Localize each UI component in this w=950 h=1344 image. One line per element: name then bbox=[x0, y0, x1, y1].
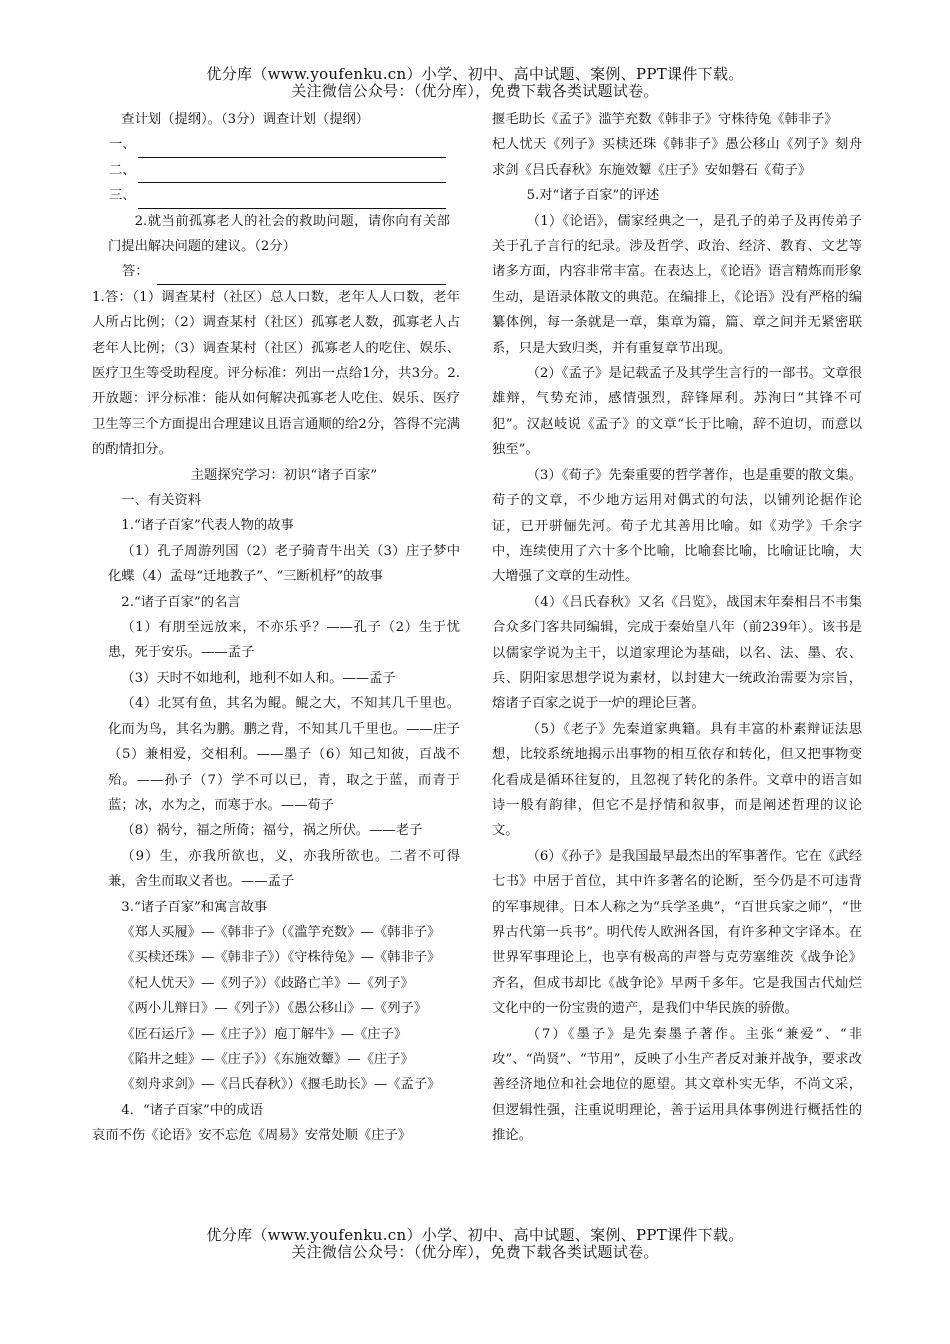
blank-label-3: 三、 bbox=[109, 188, 136, 204]
quote-9: （9）生，亦我所欲也，义，亦我所欲也。二者不可得兼，舍生而取义者也。——孟子 bbox=[108, 848, 460, 890]
quote-1-2: （1）有朋至远放来，不亦乐乎？——孔子（2）生于忧患，死于安乐。——孟子 bbox=[108, 620, 460, 661]
fable-line-4: 《两小儿辩日》—《列子》）《愚公移山》—《列子》 bbox=[121, 1001, 428, 1017]
fable-line-2: 《买椟还珠》—《韩非子》）《守株待兔》—《韩非子》 bbox=[121, 950, 441, 966]
page-footer bbox=[0, 1227, 950, 1261]
idioms-continued-2: 杞人忧天《列子》买椟还珠《韩非子》愚公移山《列子》刻舟求剑《吕氏春秋》东施效颦《庄子》安如磐石《荀子》 bbox=[492, 137, 862, 178]
fill-line-2[interactable] bbox=[138, 166, 446, 183]
fable-line-1: 《郑人买履》—《韩非子》（《滥竽充数》—《韩非子》 bbox=[121, 924, 441, 940]
right-column bbox=[492, 107, 862, 1149]
subsection-3-title: 3.“诸子百家”和寓言故事 bbox=[121, 899, 268, 915]
answer-blank-3 bbox=[108, 183, 460, 208]
answer-blank-4 bbox=[108, 259, 460, 284]
quote-3: （3）天时不如地利，地利不如人和。——孟子 bbox=[121, 670, 396, 686]
review-mozi: （7）《墨子》是先秦墨子著作。主张“兼爱”、“非攻”、“尚贤”、“节用”，反映了小生产者反对兼并战争，要求改善经济地位和社会地位的愿望。其文章朴实无华，不尚文采，但逻辑性强，注重说明理论，善于运用具体事例进行概括性的推论。 bbox=[492, 1026, 862, 1144]
footer-line-1: 优分库（www.youfenku.cn）小学、初中、高中试题、案例、PPT课件下载。 bbox=[206, 1226, 744, 1244]
fill-line-4[interactable] bbox=[157, 268, 446, 285]
review-sunzi: （6）《孙子》是我国最早最杰出的军事著作。它在《武经七书》中居于首位，其中许多著名的论断，至今仍是不可违背的军事规律。日本人称之为“兵学圣典”，“百世兵家之师”，“世界古代第一兵书”。明代传人欧洲各国，有许多种文字译本。在世界军事理论上，也享有极高的声誉与克劳塞维茨《战争论》齐名，但成书却比《战争论》早两千多年。它是我国古代灿烂文化中的一份宝贵的遗产，是我们中华民族的骄傲。 bbox=[492, 848, 862, 1017]
answer-blank-2 bbox=[108, 158, 460, 183]
section-1-heading: 一、有关资料 bbox=[121, 493, 202, 509]
review-mengzi: （2）《孟子》是记载孟子及其学生言行的一部书。文章很雄辩，气势充沛，感情强烈，辞锋犀利。苏洵曰“其锋不可犯”。汉赵岐说《孟子》的文章“长于比喻，辞不迫切，而意以独至”。 bbox=[492, 366, 862, 458]
review-lvshichunqiu: （4）《吕氏春秋》又名《吕览》，战国末年秦相吕不韦集合众多门客共同编辑，完成于秦始皇八年（前239年）。该书是以儒家学说为主干，以道家理论为基础，以名、法、墨、农、兵、阴阳家思想学说为素材，以封建大一统政治需要为宗旨，熔诸子百家之说于一炉的理论巨著。 bbox=[492, 594, 862, 712]
page-header bbox=[0, 66, 950, 100]
header-line-2: 关注微信公众号：（优分库），免费下载各类试题试卷。 bbox=[291, 82, 659, 100]
review-lunyu: （1）《论语》，儒家经典之一，是孔子的弟子及再传弟子关于孔子言行的纪录。涉及哲学、政治、经济、教育、文艺等诸多方面，内容非常丰富。在表达上，《论语》语言精炼而形象生动，是语录体散文的典范。在编排上，《论语》没有严格的编纂体例，每一条就是一章，集章为篇，篇、章之间并无紧密联系，只是大致归类，并有重复章节出现。 bbox=[492, 213, 862, 356]
answer-label: 答： bbox=[122, 264, 149, 280]
fable-line-3: 《杞人忧天》—《列子》）《歧路亡羊》—《列子》 bbox=[121, 975, 414, 991]
idioms-continued: 揠毛助长《孟子》滥竽充数《韩非子》守株待兔《韩非子》 bbox=[492, 112, 838, 127]
fable-line-5: 《匠石运斤》—《庄子》）庖丁解牛》—《庄子》 bbox=[121, 1026, 408, 1042]
fable-line-6: 《陷井之蛙》—《庄子》）《东施效颦》—《庄子》 bbox=[121, 1051, 414, 1067]
blank-label-2: 二、 bbox=[109, 162, 136, 178]
question-2: 2.就当前孤寡老人的社会的救助问题，请你向有关部门提出解决问题的建议。（2分） bbox=[108, 213, 450, 254]
left-column bbox=[92, 107, 460, 1149]
topic-title: 主题探究学习：初识“诸子百家” bbox=[190, 467, 378, 483]
header-line-1: 优分库（www.youfenku.cn）小学、初中、高中试题、案例、PPT课件下载。 bbox=[206, 65, 744, 83]
footer-line-2: 关注微信公众号：（优分库），免费下载各类试题试卷。 bbox=[291, 1243, 659, 1261]
fill-line-1[interactable] bbox=[138, 141, 446, 158]
subsection-1-text: （1）孔子周游列国（2）老子骑青牛出关（3）庄子梦中化蝶（4）孟母“迁地教子”、“三断机杼”的故事 bbox=[108, 543, 460, 585]
blank-label-1: 一、 bbox=[109, 137, 136, 153]
subsection-4-title: 4．“诸子百家”中的成语 bbox=[121, 1102, 264, 1118]
review-laozi: （5）《老子》先秦道家典籍。具有丰富的朴素辩证法思想，比较系统地揭示出事物的相互依存和转化，但又把事物变化看成是循环往复的，且忽视了转化的条件。文章中的语言如诗一般有韵律，但它不是抒情和叙事，而是阐述哲理的议论文。 bbox=[492, 721, 862, 839]
review-xunzi: （3）《荀子》先秦重要的哲学著作，也是重要的散文集。荀子的文章，不少地方运用对偶式的句法，以铺列论据作论证，已开骈俪先河。荀子尤其善用比喻。如《劝学》千余字中，连续使用了六十多个比喻，比喻套比喻，比喻证比喻，大大增强了文章的生动性。 bbox=[492, 467, 862, 585]
answer-blank-1 bbox=[108, 132, 460, 157]
answer-key: 1.答：（1）调查某村（社区）总人口数，老年人人口数，老年人所占比例；（2）调查某村（社区）孤寡老人数，孤寡老人占老年人比例；（3）调查某村（社区）孤寡老人的吃住、娱乐、医疗卫生等受助程度。评分标准：列出一点给1分，共3分。2.开放题：评分标准：能从如何解决孤寡老人吃住、娱乐、医疗卫生等三个方面提出合理建议且语言通顺的给2分，答得不完满的酌情扣分。 bbox=[92, 289, 460, 458]
quote-4-7: （4）北冥有鱼，其名为鲲。鲲之大，不知其几千里也。化而为鸟，其名为鹏。鹏之背，不知其几千里也。——庄子（5）兼相爱，交相利。——墨子（6）知己知彼，百战不殆。——孙子（7）学不可以已，青，取之于蓝，而青于蓝；冰，水为之，而寒于水。——荀子 bbox=[108, 696, 460, 813]
subsection-2-title: 2.“诸子百家”的名言 bbox=[121, 594, 241, 610]
idiom-line-1: 哀而不伤《论语》安不忘危《周易》安常处顺《庄子》 bbox=[92, 1128, 412, 1144]
subsection-5-title: 5.对“诸子百家”的评述 bbox=[526, 188, 660, 204]
survey-intro: 查计划（提纲）。（3分）调查计划（提纲） bbox=[121, 112, 370, 127]
subsection-1-title: 1.“诸子百家”代表人物的故事 bbox=[121, 518, 294, 534]
quote-8: （8）祸兮，福之所倚；福兮，祸之所伏。——老子 bbox=[121, 823, 423, 839]
fable-line-7: 《刻舟求剑》—《吕氏春秋》）《揠毛助长》—《孟子》 bbox=[121, 1077, 441, 1093]
fill-line-3[interactable] bbox=[138, 192, 446, 209]
